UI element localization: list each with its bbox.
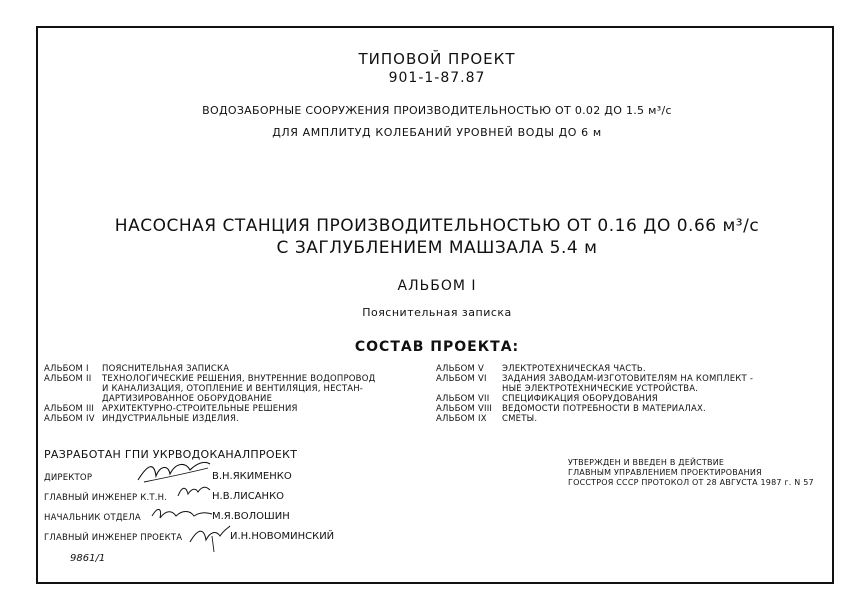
project-number: 901-1-87.87 <box>388 70 486 86</box>
album-label: АЛЬБОМ II <box>44 374 92 384</box>
drawing-frame <box>36 26 834 584</box>
list-item <box>436 394 753 404</box>
list-item <box>436 404 753 414</box>
album-description-continued: ДАРТИЗИРОВАННОЕ ОБОРУДОВАНИЕ <box>102 394 273 404</box>
album-label: АЛЬБОМ V <box>436 364 485 374</box>
signatory-name: М.Я.ВОЛОШИН <box>212 511 290 522</box>
album-label: АЛЬБОМ IX <box>436 414 487 424</box>
signatory-role: НАЧАЛЬНИК ОТДЕЛА <box>44 513 141 523</box>
signatory-name: И.Н.НОВОМИНСКИЙ <box>230 531 335 542</box>
album-description: ЭЛЕКТРОТЕХНИЧЕСКАЯ ЧАСТЬ. <box>502 364 646 374</box>
album-label: АЛЬБОМ VII <box>436 394 490 404</box>
approval-block <box>568 458 814 488</box>
album-description-continued: И КАНАЛИЗАЦИЯ, ОТОПЛЕНИЕ И ВЕНТИЛЯЦИЯ, НЕСТАН- <box>102 384 364 394</box>
album-label: АЛЬБОМ VIII <box>436 404 493 414</box>
list-item <box>44 404 375 414</box>
album-description: СМЕТЫ. <box>502 414 538 424</box>
approval-line: ГОССТРОЯ СССР ПРОТОКОЛ ОТ 28 АВГУСТА 1987 г. N 57 <box>568 478 814 487</box>
album-description: АРХИТЕКТУРНО-СТРОИТЕЛЬНЫЕ РЕШЕНИЯ <box>102 404 298 414</box>
list-item <box>436 414 753 424</box>
album-description: ПОЯСНИТЕЛЬНАЯ ЗАПИСКА <box>102 364 230 374</box>
signatory-role: ДИРЕКТОР <box>44 473 93 483</box>
composition-heading: СОСТАВ ПРОЕКТА: <box>354 339 520 355</box>
album-label: АЛЬБОМ VI <box>436 374 487 384</box>
album-description: ЗАДАНИЯ ЗАВОДАМ-ИЗГОТОВИТЕЛЯМ НА КОМПЛЕКТ - <box>502 374 754 384</box>
album-description: СПЕЦИФИКАЦИЯ ОБОРУДОВАНИЯ <box>502 394 658 404</box>
signatory-name: В.Н.ЯКИМЕНКО <box>212 471 292 482</box>
department-head-signature <box>150 504 214 524</box>
composition-left <box>44 364 375 424</box>
approval-line: УТВЕРЖДЕН И ВВЕДЕН В ДЕЙСТВИЕ <box>568 458 725 467</box>
album-description-continued: НЫЕ ЭЛЕКТРОТЕХНИЧЕСКИЕ УСТРОЙСТВА. <box>502 384 699 394</box>
signatory-role: ГЛАВНЫЙ ИНЖЕНЕР ПРОЕКТА <box>44 533 183 543</box>
album-title: АЛЬБОМ I <box>397 278 477 294</box>
document-number: 9861/1 <box>70 553 106 564</box>
signatory-name: Н.В.ЛИСАНКО <box>212 491 285 502</box>
composition-right <box>436 364 753 424</box>
album-description: ТЕХНОЛОГИЧЕСКИЕ РЕШЕНИЯ, ВНУТРЕННИЕ ВОДОПРОВОД <box>102 374 376 384</box>
album-label: АЛЬБОМ III <box>44 404 95 414</box>
signatory-role: ГЛАВНЫЙ ИНЖЕНЕР К.Т.Н. <box>44 493 168 503</box>
header-line-4: ДЛЯ АМПЛИТУД КОЛЕБАНИЙ УРОВНЕЙ ВОДЫ ДО 6 м <box>272 126 602 139</box>
chief-engineer-signature <box>176 482 212 500</box>
album-description: ИНДУСТРИАЛЬНЫЕ ИЗДЕЛИЯ. <box>102 414 239 424</box>
album-subtitle: Пояснительная записка <box>362 306 512 319</box>
album-label: АЛЬБОМ I <box>44 364 89 374</box>
approval-line: ГЛАВНЫМ УПРАВЛЕНИЕМ ПРОЕКТИРОВАНИЯ <box>568 468 762 477</box>
project-engineer-signature <box>188 522 232 554</box>
list-item <box>44 414 375 424</box>
list-item <box>44 374 375 384</box>
list-item <box>44 364 375 374</box>
title-line-1: НАСОСНАЯ СТАНЦИЯ ПРОИЗВОДИТЕЛЬНОСТЬЮ ОТ 0.16 ДО 0.66 м³/с <box>114 216 760 236</box>
title-line-2: С ЗАГЛУБЛЕНИЕМ МАШЗАЛА 5.4 м <box>276 238 598 258</box>
album-label: АЛЬБОМ IV <box>44 414 95 424</box>
header-line-1: ТИПОВОЙ ПРОЕКТ <box>358 50 516 68</box>
list-item <box>436 364 753 374</box>
album-description: ВЕДОМОСТИ ПОТРЕБНОСТИ В МАТЕРИАЛАХ. <box>502 404 706 414</box>
developer-label: РАЗРАБОТАН ГПИ УКРВОДОКАНАЛПРОЕКТ <box>44 448 298 461</box>
list-item <box>436 374 753 384</box>
header-line-3: ВОДОЗАБОРНЫЕ СООРУЖЕНИЯ ПРОИЗВОДИТЕЛЬНОСТЬЮ ОТ 0.02 ДО 1.5 м³/с <box>202 104 672 117</box>
